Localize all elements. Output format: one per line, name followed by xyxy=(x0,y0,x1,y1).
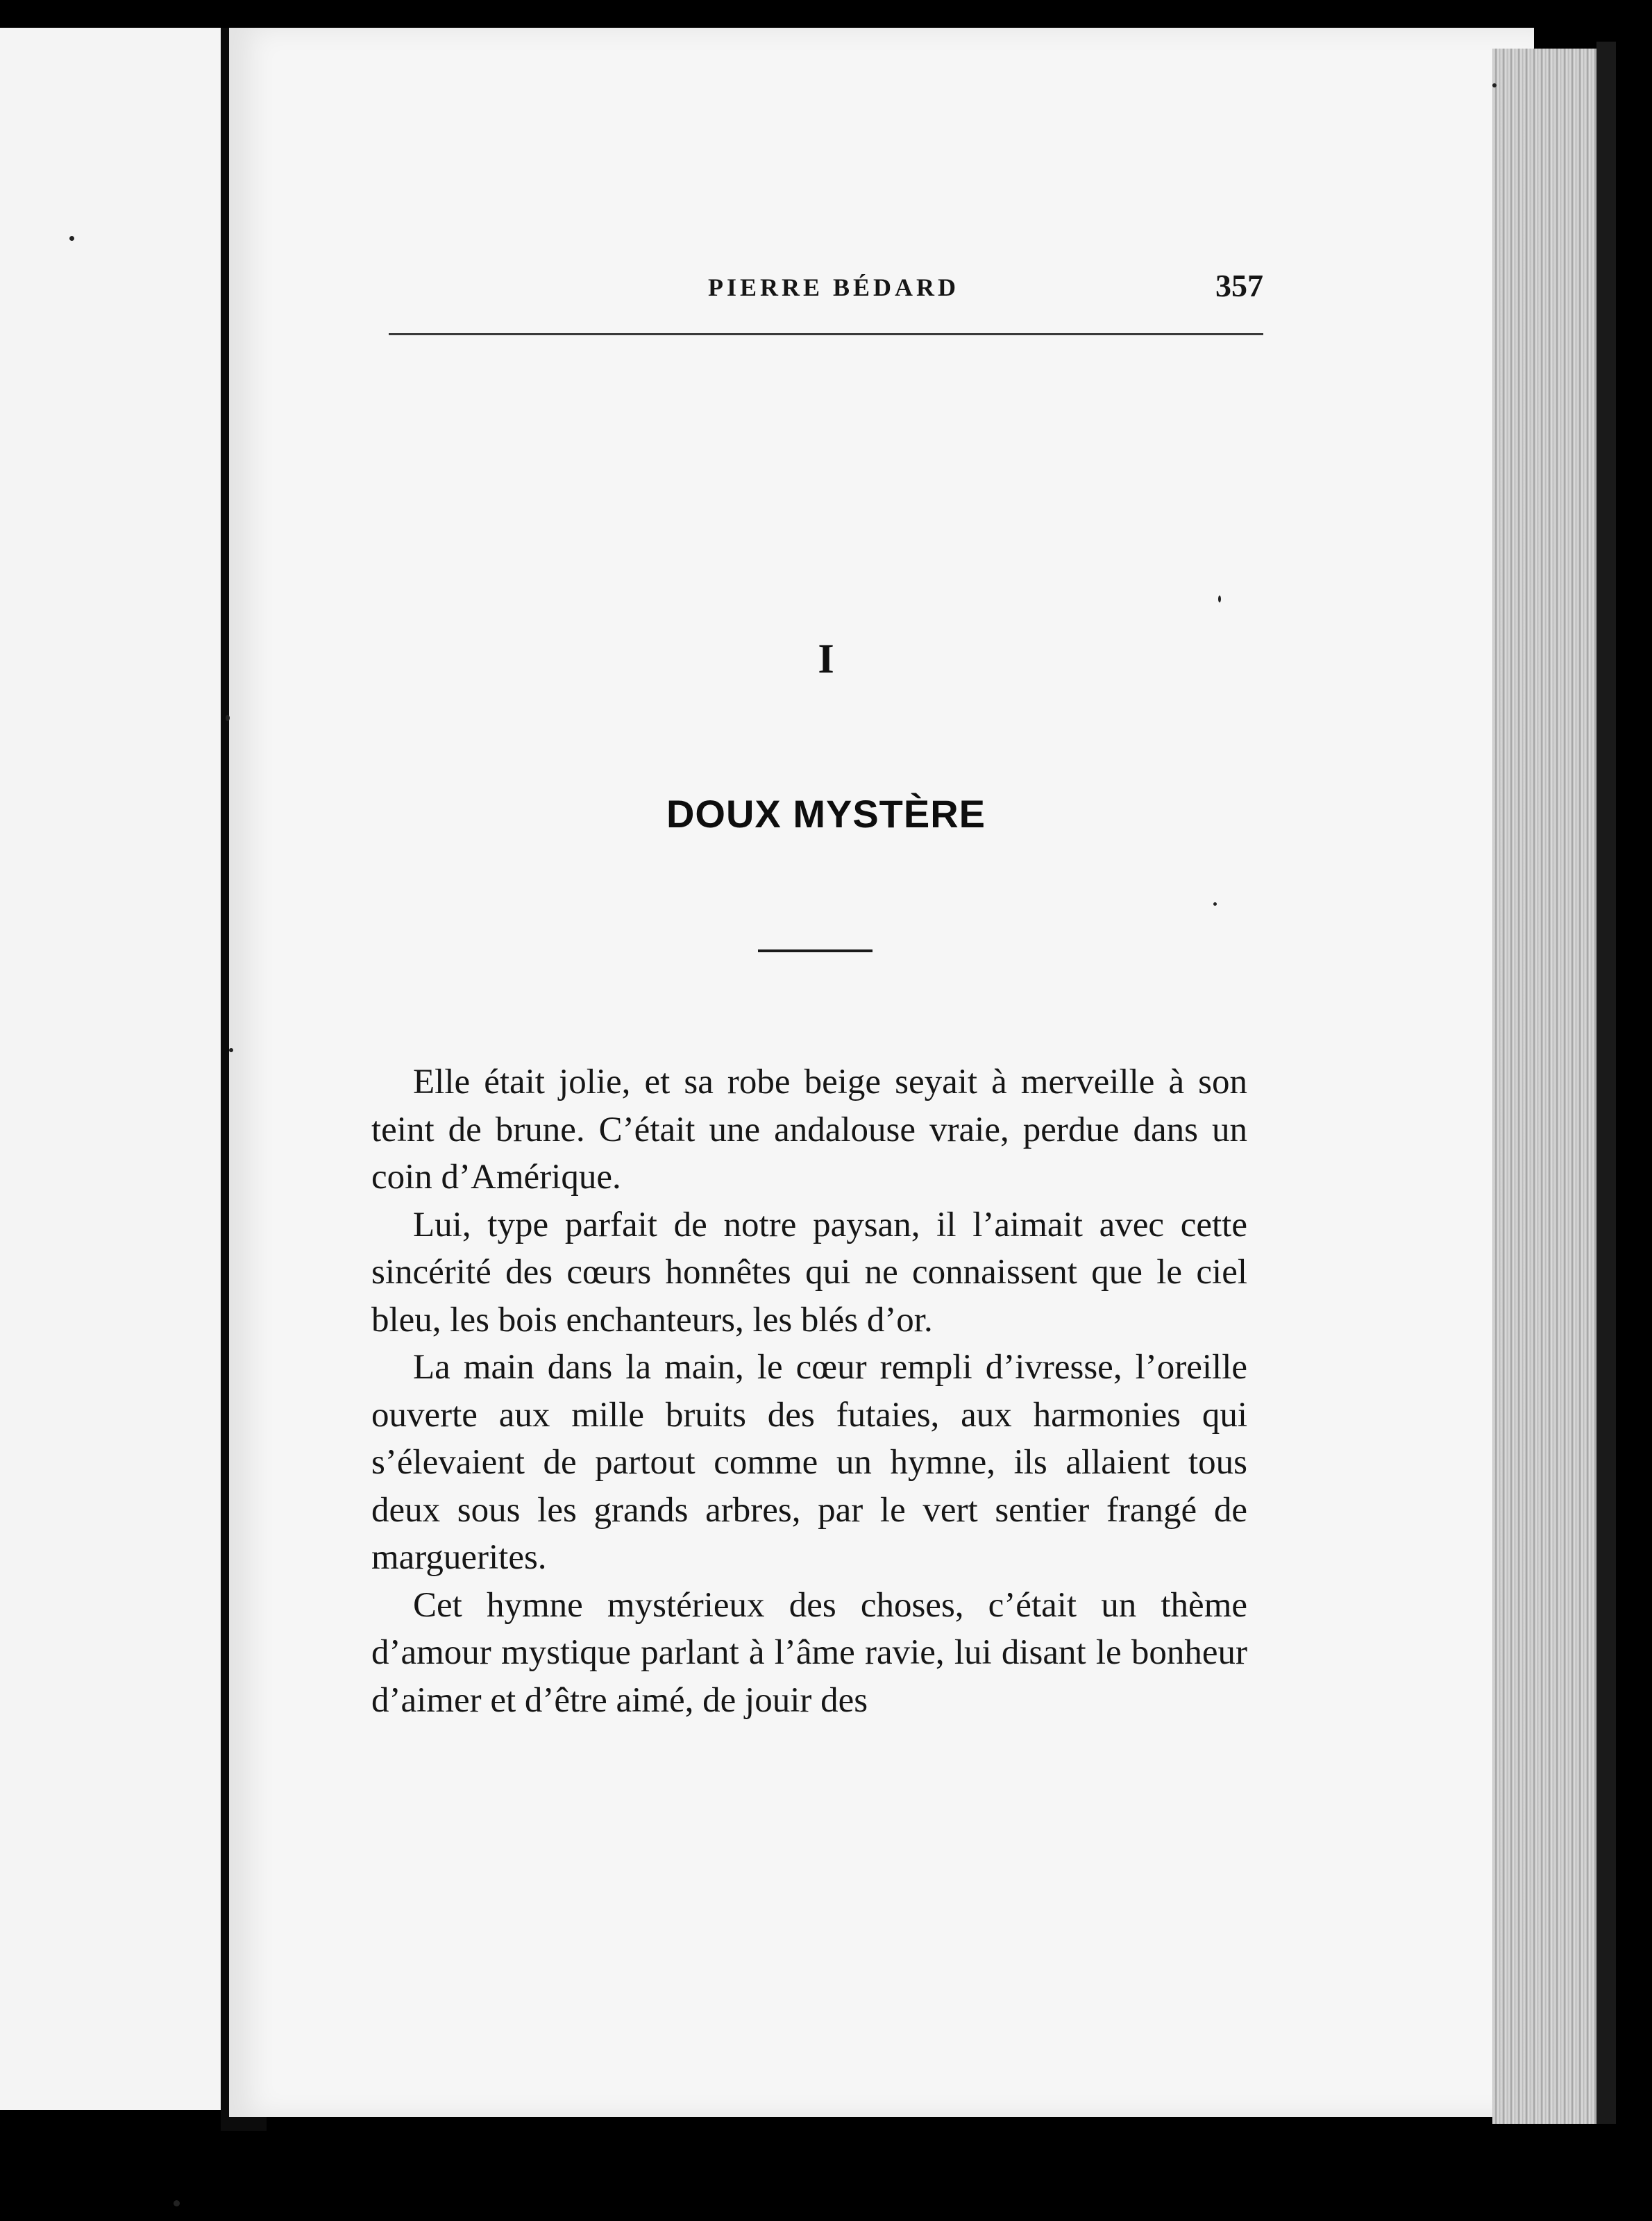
chapter-title: DOUX MYSTÈRE xyxy=(666,792,986,836)
page-edges xyxy=(1492,49,1610,2124)
page-number: 357 xyxy=(1215,268,1263,303)
chapter-number: I xyxy=(818,636,834,682)
title-rule xyxy=(758,949,873,952)
body-text xyxy=(371,1058,1247,1724)
paragraph: Elle était jolie, et sa robe beige seyait à merveille à son teint de brune. C’était une andalouse vraie, perdue dans un coin d’Amérique. xyxy=(371,1063,1247,1197)
paragraph: Cet hymne mystérieux des choses, c’était un thème d’amour mystique parlant à l’âme ravie, lui disant le bonheur d’aimer et d’être aimé, de jouir des xyxy=(371,1585,1247,1720)
paragraph: Lui, type parfait de notre paysan, il l’aimait avec cette sincérité des cœurs honnêtes qui ne connaissent que le ciel bleu, les bois enchanteurs, les blés d’or. xyxy=(371,1205,1247,1340)
header-rule xyxy=(389,333,1263,335)
page-edges-shadow xyxy=(1596,42,1616,2124)
running-head xyxy=(389,267,1263,316)
paragraph: La main dans la main, le cœur rempli d’ivresse, l’oreille ouverte aux mille bruits des futaies, aux harmonies qui s’élevaient de partout comme un hymne, ils allaient tous deux sous les grands arbres, par le vert sentier frangé de marguerites. xyxy=(371,1348,1247,1577)
running-title: PIERRE BÉDARD xyxy=(708,273,960,301)
left-facing-page xyxy=(0,28,221,2110)
